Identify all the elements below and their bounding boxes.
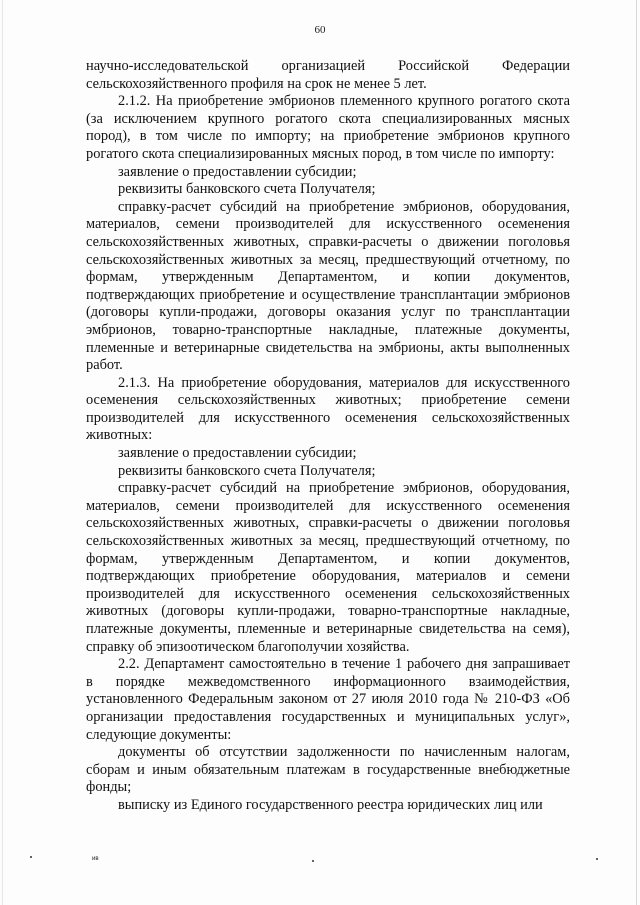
list-item-tax-documents: документы об отсутствии задолженности по начисленным налогам, сборам и иным обязательным платежам в государственные внебюджетные фонды; xyxy=(86,744,570,796)
list-item-bank-details-2: реквизиты банковского счета Получателя; xyxy=(118,462,376,479)
paragraph-organization-term: научно-исследовательской организацией Российской Федерации сельскохозяйственного профиля на срок не менее 5 лет. xyxy=(86,58,570,92)
list-item-calculation-embryos: справку-расчет субсидий на приобретение эмбрионов, оборудования, материалов, семени производителей для искусственного осеменения сельскохозяйственных животных, справки-расчеты о движении поголовья сельскохозяйственных животных за месяц, предшествующий отчетному, по формам, утвержденным Департаментом, и копии документов, подтверждающих приобретение и осуществление трансплантации эмбрионов (договоры купли-продажи, договоры оказания услуг по трансплантации эмбрионов, товарно-транспортные накладные, платежные документы, племенные и ветеринарные свидетельства на эмбрионы, акты выполненных работ. xyxy=(86,198,570,374)
list-item-calculation-equipment: справку-расчет субсидий на приобретение эмбрионов, оборудования, материалов, семени производителей для искусственного осеменения сельскохозяйственных животных, справки-расчеты о движении поголовья сельскохозяйственных животных за месяц, предшествующий отчетному, по формам, утвержденным Департаментом, и копии документов, подтверждающих приобретение оборудования, материалов и семени производителей для искусственного осеменения сельскохозяйственных животных (договоры купли-продажи, товарно-транспортные накладные, платежные документы, племенные и ветеринарные свидетельства на семя), справку об эпизоотическом благополучии хозяйства. xyxy=(86,480,570,655)
footer-mark: ив xyxy=(92,856,99,862)
list-item-application-2: заявление о предоставлении субсидии; xyxy=(118,445,357,462)
page-number: 60 xyxy=(314,24,326,36)
scan-speck xyxy=(312,860,314,862)
list-item-registry-extract: выписку из Единого государственного реестра юридических лиц или xyxy=(118,796,543,813)
paragraph-2-1-3: 2.1.3. На приобретение оборудования, материалов для искусственного осеменения сельскохозяйственных животных; приобретение семени производителей для искусственного осеменения сельскохозяйственных животных: xyxy=(86,374,570,444)
scan-speck xyxy=(596,858,598,860)
list-item-bank-details: реквизиты банковского счета Получателя; xyxy=(118,181,376,198)
right-scan-edge xyxy=(636,0,637,905)
left-scan-edge xyxy=(2,0,3,905)
scan-speck xyxy=(30,856,32,858)
list-item-application: заявление о предоставлении субсидии; xyxy=(118,163,357,180)
paragraph-2-2: 2.2. Департамент самостоятельно в течение 1 рабочего дня запрашивает в порядке межведомственного информационного взаимодействия, установленного Федеральным законом от 27 июля 2010 года № 210-ФЗ «Об организации предоставления государственных и муниципальных услуг», следующие документы: xyxy=(86,656,570,743)
document-text xyxy=(86,58,570,815)
paragraph-2-1-2: 2.1.2. На приобретение эмбрионов племенного крупного рогатого скота (за исключением крупного рогатого скота специализированных мясных пород), в том числе по импорту; на приобретение эмбрионов крупного рогатого скота специализированных мясных пород, в том числе по импорту: xyxy=(86,93,570,162)
